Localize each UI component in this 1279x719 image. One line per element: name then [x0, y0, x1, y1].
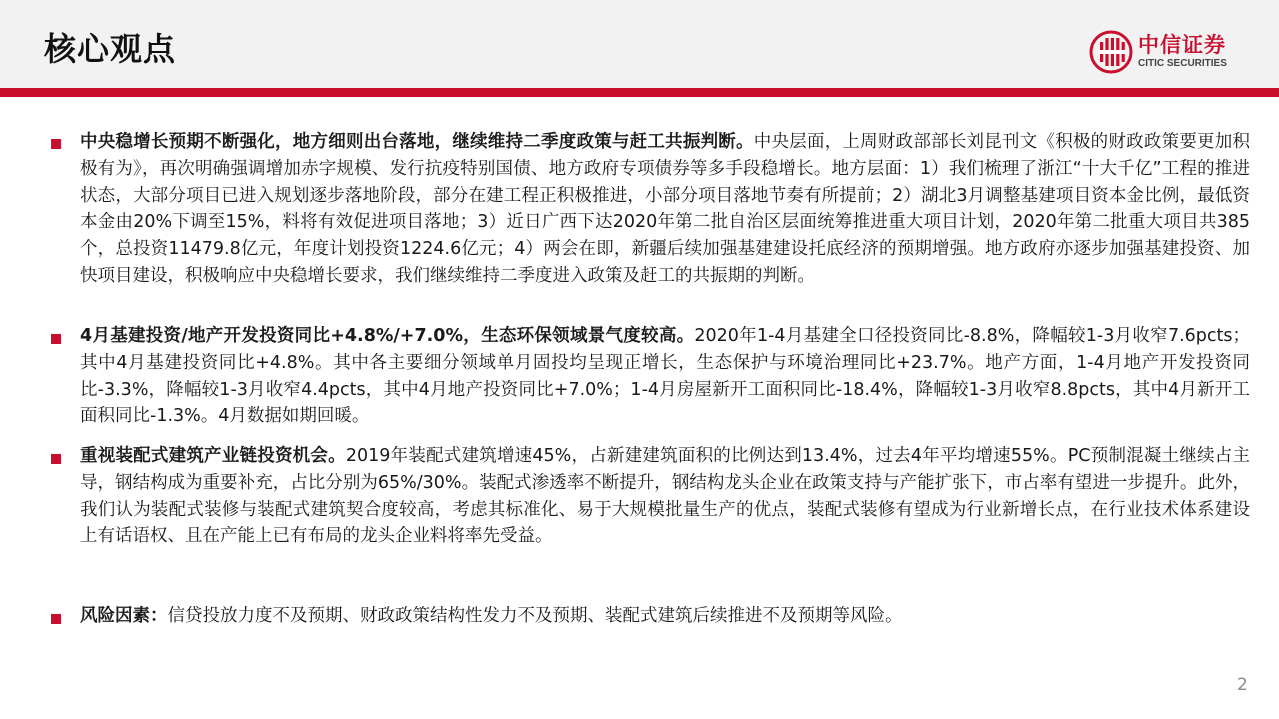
point-lead: 4月基建投资/地产开发投资同比+4.8%/+7.0%，生态环保领域景气度较高。	[80, 326, 695, 346]
bullet-square-icon	[51, 139, 61, 149]
point-lead: 中央稳增长预期不断强化，地方细则出台落地，继续维持二季度政策与赶工共振判断。	[80, 132, 754, 152]
point-body: 信贷投放力度不及预期、财政政策结构性发力不及预期、装配式建筑后续推进不及预期等风险。	[167, 606, 903, 626]
point-lead: 风险因素：	[80, 606, 168, 626]
point-lead: 重视装配式建筑产业链投资机会。	[80, 446, 346, 466]
citic-emblem-icon	[1089, 30, 1133, 74]
header-bar	[0, 0, 1279, 88]
bullet-square-icon	[51, 334, 61, 344]
page-title: 核心观点	[44, 30, 177, 68]
bullet-square-icon	[51, 454, 61, 464]
page-number: 2	[1237, 675, 1248, 695]
bullet-square-icon	[51, 614, 61, 624]
point-policy	[80, 129, 1250, 290]
header-divider	[0, 88, 1279, 97]
point-risk-factors	[80, 603, 1250, 630]
point-investment-data	[80, 323, 1250, 430]
point-body: 中央层面，上周财政部部长刘昆刊文《积极的财政政策要更加积极有为》，再次明确强调增加赤字规模、发行抗疫特别国债、地方政府专项债券等多手段稳增长。地方层面：1）我们梳理了浙江“十大千亿”工程的推进状态，大部分项目已进入规划逐步落地阶段，部分在建工程正积极推进，小部分项目落地节奏有所提前；2）湖北3月调整基建项目资本金比例，最低资本金由20%下调至15%，料将有效促进项目落地；3）近日广西下达2020年第二批自治区层面统筹推进重大项目计划，2020年第二批重大项目共385个，总投资11479.8亿元，年度计划投资1224.6亿元；4）两会在即，新疆后续加强基建建设托底经济的预期增强。地方政府亦逐步加强基建投资、加快项目建设，积极响应中央稳增长要求，我们继续维持二季度进入政策及赶工的共振期的判断。	[80, 132, 1251, 286]
citic-logo	[1089, 30, 1249, 74]
point-body: 2020年1-4月基建全口径投资同比-8.8%，降幅较1-3月收窄7.6pcts；其中4月基建投资同比+4.8%。其中各主要细分领域单月固投均呈现正增长，生态保护与环境治理同比+23.7%。地产方面，1-4月地产开发投资同比-3.3%，降幅较1-3月收窄4.4pcts，其中4月地产投资同比+7.0%；1-4月房屋新开工面积同比-18.4%，降幅较1-3月收窄8.8pcts，其中4月新开工面积同比-1.3%。4月数据如期回暖。	[80, 326, 1250, 427]
point-prefab-building	[80, 443, 1250, 550]
point-body: 2019年装配式建筑增速45%，占新建建筑面积的比例达到13.4%，过去4年平均增速55%。PC预制混凝土继续占主导，钢结构成为重要补充，占比分别为65%/30%。装配式渗透率不断提升，钢结构龙头企业在政策支持与产能扩张下，市占率有望进一步提升。此外，我们认为装配式装修与装配式建筑契合度较高，考虑其标准化、易于大规模批量生产的优点，装配式装修有望成为行业新增长点，在行业技术体系建设上有话语权、且在产能上已有布局的龙头企业料将率先受益。	[80, 446, 1251, 547]
logo-text-en: CITIC SECURITIES	[1138, 58, 1227, 69]
logo-text-cn: 中信证券	[1138, 33, 1226, 57]
